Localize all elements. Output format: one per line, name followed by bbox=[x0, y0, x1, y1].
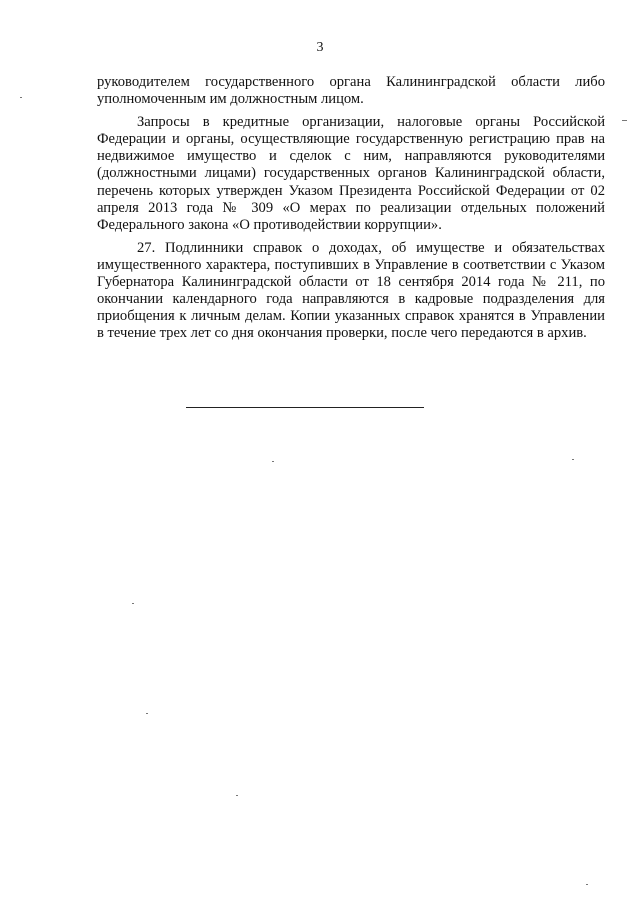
document-body bbox=[97, 74, 605, 348]
scan-speck bbox=[146, 713, 148, 714]
paragraph-item-27: 27. Подлинники справок о доходах, об имуществе и обязательствах имущественного характера, поступивших в Управление в соответствии с Указом Губернатора Калининградской области от 18 сентября 2014 года № 211, по окончании календарного года направляются в кадровые подразделения для приобщения к личным делам. Копии указанных справок хранятся в Управлении в течение трех лет со дня окончания проверки, после чего передаются в архив. bbox=[97, 239, 605, 342]
scan-speck bbox=[572, 459, 574, 460]
end-separator-line bbox=[186, 407, 424, 408]
paragraph-continuation: руководителем государственного органа Калининградской области либо уполномоченным им должностным лицом. bbox=[97, 74, 605, 108]
scan-speck bbox=[272, 461, 274, 462]
scan-speck bbox=[132, 603, 134, 604]
page-number: 3 bbox=[316, 40, 324, 55]
scan-speck bbox=[622, 120, 627, 121]
scan-speck bbox=[586, 884, 588, 885]
scan-speck bbox=[20, 97, 22, 98]
paragraph-requests: Запросы в кредитные организации, налоговые органы Российской Федерации и органы, осуществляющие государственную регистрацию прав на недвижимое имущество и сделок с ним, направляются руководителями (должностными лицами) государственных органов Калининградской области, перечень которых утвержден Указом Президента Российской Федерации от 02 апреля 2013 года № 309 «О мерах по реализации отдельных положений Федерального закона «О противодействии коррупции». bbox=[97, 114, 605, 233]
scan-speck bbox=[236, 795, 238, 796]
